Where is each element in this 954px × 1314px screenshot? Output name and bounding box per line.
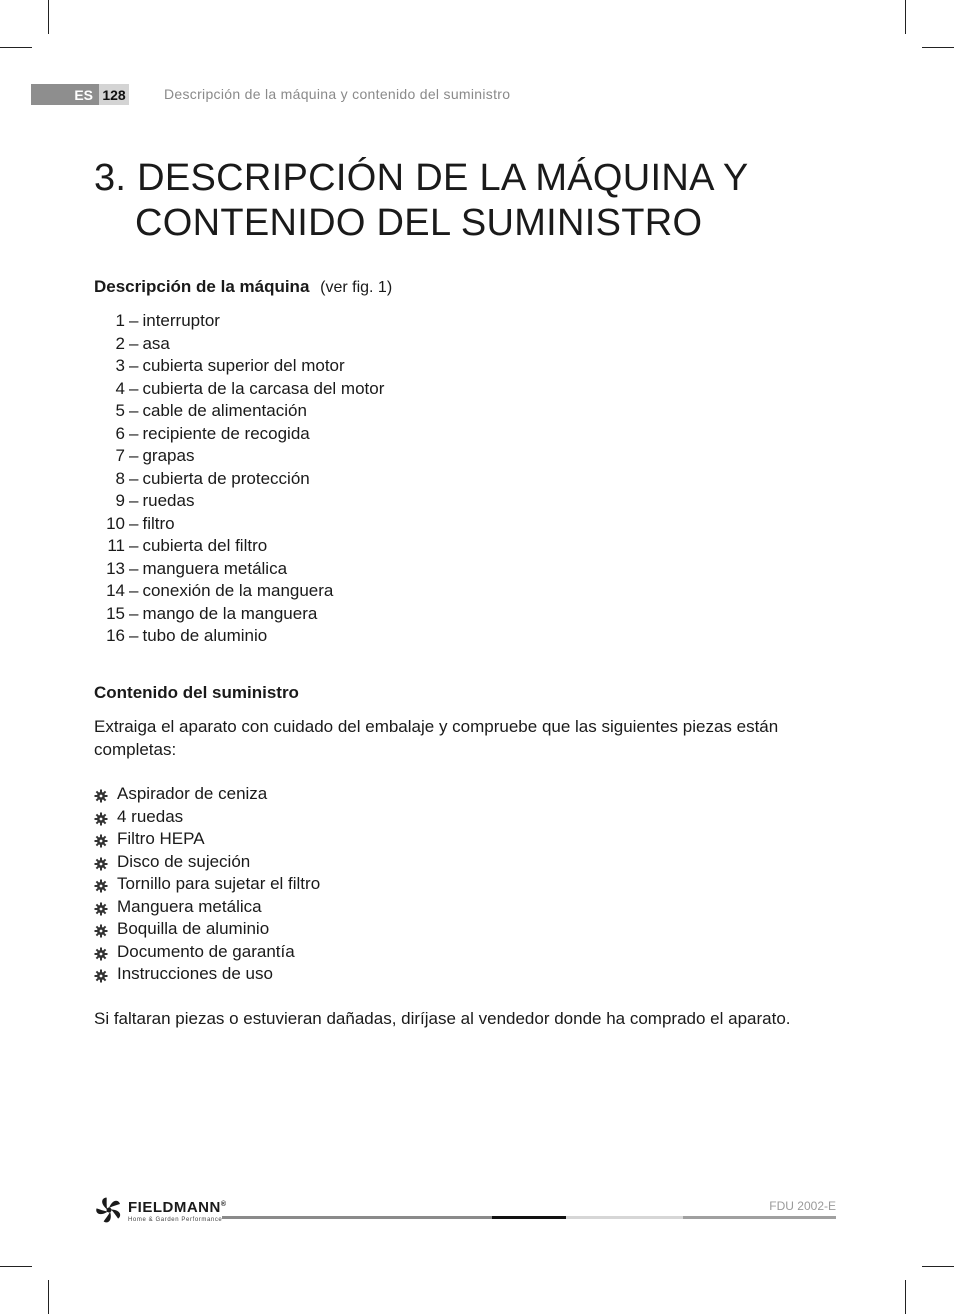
supply-item-label: 4 ruedas: [117, 806, 184, 826]
supply-item: [94, 851, 320, 874]
part-separator: –: [129, 468, 139, 488]
fan-logo-icon: [94, 1195, 124, 1225]
gear-bullet-icon: [94, 900, 108, 914]
supply-item-label: Boquilla de aluminio: [117, 919, 270, 938]
part-number: 1: [115, 311, 125, 330]
part-separator: –: [129, 311, 139, 330]
gear-bullet-icon: [94, 810, 108, 824]
brand-logo: [94, 1195, 227, 1225]
supply-item-label: Documento de garantía: [117, 941, 295, 961]
supply-item-label: Aspirador de ceniza: [117, 784, 268, 803]
model-number: FDU 2002-E: [769, 1199, 836, 1213]
part-separator: –: [129, 356, 139, 375]
footer-bar-mid: [683, 1216, 836, 1219]
part-separator: –: [129, 401, 139, 420]
brand-name-text: FIELDMANN: [128, 1199, 221, 1216]
part-number: 14: [106, 581, 125, 600]
part-item: [94, 490, 384, 513]
part-number: 9: [115, 491, 125, 510]
part-label: cubierta superior del motor: [142, 356, 345, 375]
brand-name: [128, 1197, 227, 1215]
part-separator: –: [129, 513, 139, 533]
gear-bullet-icon: [94, 787, 108, 801]
gear-bullet-icon: [94, 832, 108, 846]
part-item: [94, 603, 384, 626]
crop-mark-bottom-right-h: [922, 1266, 954, 1267]
supply-item: [94, 941, 320, 964]
crop-mark-top-right: [905, 0, 906, 34]
part-item: [94, 378, 384, 401]
language-tag: ES: [31, 84, 99, 105]
parts-list: [94, 310, 384, 648]
part-label: conexión de la manguera: [142, 581, 334, 600]
part-separator: –: [129, 536, 139, 555]
crop-mark-top-left-h: [0, 47, 32, 48]
part-item: [94, 423, 384, 446]
supply-intro-paragraph: Extraiga el aparato con cuidado del embalaje y compruebe que las siguientes piezas están completas:: [94, 717, 779, 759]
part-label: cubierta de protección: [142, 468, 310, 488]
part-separator: –: [129, 378, 139, 398]
brand-text: [128, 1197, 227, 1223]
supply-item-label: Filtro HEPA: [117, 829, 205, 848]
part-item: [94, 513, 384, 536]
supply-item-label: Tornillo para sujetar el filtro: [117, 874, 321, 893]
supply-item: [94, 963, 320, 986]
supply-item: [94, 806, 320, 829]
part-number: 4: [115, 378, 125, 398]
part-label: manguera metálica: [142, 558, 288, 578]
page-number: 128: [99, 84, 129, 105]
part-number: 11: [107, 536, 125, 555]
part-label: cubierta de la carcasa del motor: [142, 378, 385, 398]
part-item: [94, 333, 384, 356]
part-number: 15: [106, 603, 125, 623]
crop-mark-bottom-right: [905, 1280, 906, 1314]
part-number: 13: [106, 558, 125, 578]
part-separator: –: [129, 603, 139, 623]
part-item: [94, 580, 384, 603]
part-separator: –: [129, 581, 139, 600]
gear-bullet-icon: [94, 967, 108, 981]
part-label: asa: [142, 333, 170, 353]
supply-item: [94, 783, 320, 806]
part-item: [94, 535, 384, 558]
supply-item: [94, 828, 320, 851]
part-number: 2: [115, 333, 125, 353]
part-number: 3: [115, 356, 125, 375]
crop-mark-top-right-h: [922, 47, 954, 48]
footer-bar-gray: [222, 1216, 492, 1219]
part-item: [94, 310, 384, 333]
supply-contents-heading: Contenido del suministro: [94, 683, 299, 702]
part-number: 6: [115, 423, 125, 443]
part-label: interruptor: [142, 311, 220, 330]
page-title: [94, 156, 854, 246]
part-separator: –: [129, 333, 139, 353]
part-separator: –: [129, 626, 139, 645]
crop-mark-top-left: [48, 0, 49, 34]
page-title-line1: 3. DESCRIPCIÓN DE LA MÁQUINA Y: [94, 157, 749, 199]
part-label: cable de alimentación: [142, 401, 307, 420]
part-separator: –: [129, 558, 139, 578]
part-label: mango de la manguera: [142, 603, 318, 623]
registered-mark: ®: [220, 1201, 227, 1208]
supply-item-label: Instrucciones de uso: [117, 964, 273, 983]
part-separator: –: [129, 423, 139, 443]
supply-item: [94, 918, 320, 941]
crop-mark-bottom-left-h: [0, 1266, 32, 1267]
supply-closing-paragraph: Si faltaran piezas o estuvieran dañadas, diríjase al vendedor donde ha comprado el aparato.: [94, 1009, 791, 1028]
supply-item-label: Disco de sujeción: [117, 851, 251, 871]
part-item: [94, 558, 384, 581]
part-number: 8: [115, 468, 125, 488]
brand-tagline: Home & Garden Performance: [128, 1217, 223, 1223]
figure-reference: (ver fig. 1): [320, 279, 393, 296]
part-label: tubo de aluminio: [142, 626, 268, 645]
part-label: cubierta del filtro: [142, 536, 268, 555]
part-number: 10: [106, 513, 125, 533]
machine-description-heading-text: Descripción de la máquina: [94, 277, 310, 296]
running-title: Descripción de la máquina y contenido del suministro: [164, 86, 511, 102]
gear-bullet-icon: [94, 945, 108, 959]
part-item: [94, 445, 384, 468]
gear-bullet-icon: [94, 922, 108, 936]
part-label: grapas: [142, 446, 195, 465]
supply-item: [94, 896, 320, 919]
part-label: recipiente de recogida: [142, 423, 310, 443]
supply-items-list: [94, 783, 320, 986]
part-separator: –: [129, 446, 139, 465]
machine-description-heading: [94, 277, 392, 297]
page-header-tab: [31, 84, 129, 105]
part-separator: –: [129, 491, 139, 510]
part-label: filtro: [142, 513, 175, 533]
page-title-line2: CONTENIDO DEL SUMINISTRO: [135, 202, 703, 244]
footer-bar-light: [566, 1216, 683, 1219]
part-item: [94, 625, 384, 648]
supply-item: [94, 873, 320, 896]
gear-bullet-icon: [94, 855, 108, 869]
gear-bullet-icon: [94, 877, 108, 891]
part-number: 5: [115, 401, 125, 420]
part-number: 16: [106, 626, 125, 645]
supply-item-label: Manguera metálica: [117, 896, 262, 916]
footer-bar-black: [492, 1216, 566, 1219]
part-item: [94, 468, 384, 491]
part-item: [94, 400, 384, 423]
part-number: 7: [115, 446, 125, 465]
part-label: ruedas: [142, 491, 195, 510]
part-item: [94, 355, 384, 378]
crop-mark-bottom-left: [48, 1280, 49, 1314]
